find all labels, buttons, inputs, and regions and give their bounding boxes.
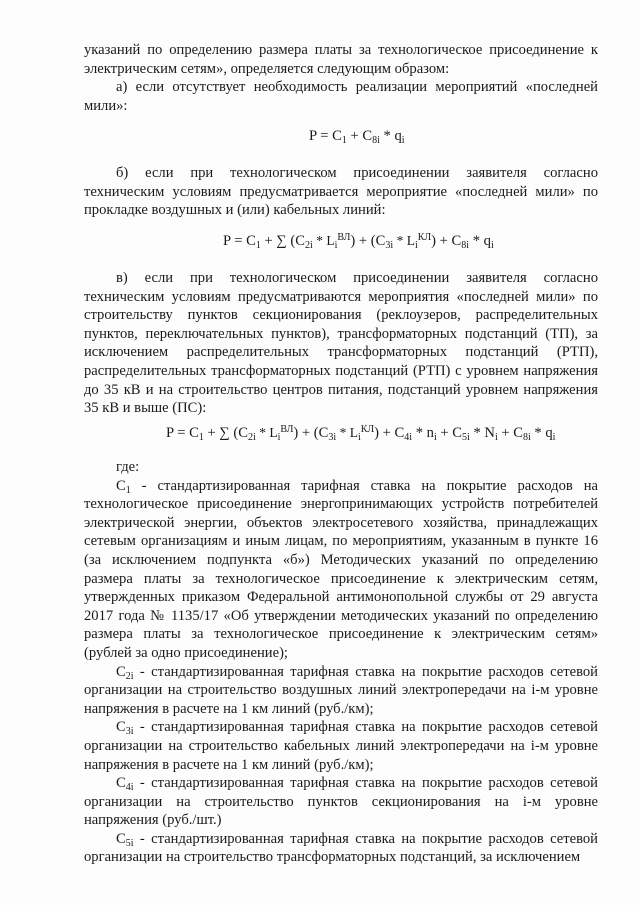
formula-b: $P = C_1$ + ∑ $(C_{2i} * L_i^{ВЛ}) + (C_{3i} * L_i^{КЛ}) + C_{8i} * q_i$ <box>223 232 494 251</box>
where-label: где: <box>116 459 140 475</box>
formula-v: $P = C_1$ + ∑ $(C_{2i} * L_i^{ВЛ}) + (C_{3i} * L_i^{КЛ}) + C_{4i} * n_i + C_{5i} * N_i + C_{8i} * q_i$ <box>166 424 556 443</box>
definition-c1: $C_1$ - стандартизированная тарифная ставка на покрытие расходов на технологическое присоединение энергопринимающих устройств потребителей электрической энергии, объектов электросетевого хозяйства, принадлежащих сетевым организациям и иным лицам, по мероприятиям, указанным в пункте 16 (за исключением подпункта «б») Методических указаний по определению размера платы за технологическое присоединение к электрическим сетям, утвержденных приказом Федеральной антимонопольной службы от 29 августа 2017 года № 1135/17 «Об утверждении методических указаний по определению размера платы за технологическое присоединение к электрическим сетям» (рублей за одно присоединение); <box>84 477 598 661</box>
definitions-block <box>84 458 598 867</box>
formula-a: $P = C_1 + C_{8i} * q_i$ <box>309 128 405 146</box>
definition-c5: $C_{5i}$ - стандартизированная тарифная ставка на покрытие расходов сетевой организации на строительство трансформаторных подстанций, за исключением <box>84 830 598 866</box>
definition-c2: $C_{2i}$ - стандартизированная тарифная ставка на покрытие расходов сетевой организации на строительство воздушных линий электропередачи на i-м уровне напряжения в расчете на 1 км линий (руб./км); <box>84 663 598 717</box>
definition-c4: $C_{4i}$ - стандартизированная тарифная ставка на покрытие расходов сетевой организации на строительство пунктов секционирования на i-м уровне напряжения (руб./шт.) <box>84 775 598 829</box>
case-v-paragraph: в) если при технологическом присоединении заявителя согласно техническим условиям предусматриваются мероприятия «последней мили» по строительству пунктов секционирования (реклоузеров, распределительных пунктов, переключательных пунктов), трансформаторных подстанций (ТП), за исключением распределительных трансформаторных подстанций (РТП), распределительных трансформаторных подстанций (РТП) с уровнем напряжения до 35 кВ и на строительство центров питания, подстанций уровнем напряжения 35 кВ и выше (ПС): <box>84 270 598 417</box>
case-v-block <box>84 269 598 418</box>
intro-block <box>84 41 598 115</box>
case-a-paragraph: а) если отсутствует необходимость реализации мероприятий «последней мили»: <box>84 79 598 114</box>
case-b-block <box>84 164 598 220</box>
intro-paragraph: указаний по определению размера платы за технологическое присоединение к электрическим сетям», определяется следующим образом: <box>84 42 598 77</box>
definition-c3: $C_{3i}$ - стандартизированная тарифная ставка на покрытие расходов сетевой организации на строительство кабельных линий электропередачи на i-м уровне напряжения в расчете на 1 км линий (руб./км); <box>84 719 598 773</box>
case-b-paragraph: б) если при технологическом присоединении заявителя согласно техническим условиям предусматривается мероприятие «последней мили» по прокладке воздушных и (или) кабельных линий: <box>84 165 598 219</box>
